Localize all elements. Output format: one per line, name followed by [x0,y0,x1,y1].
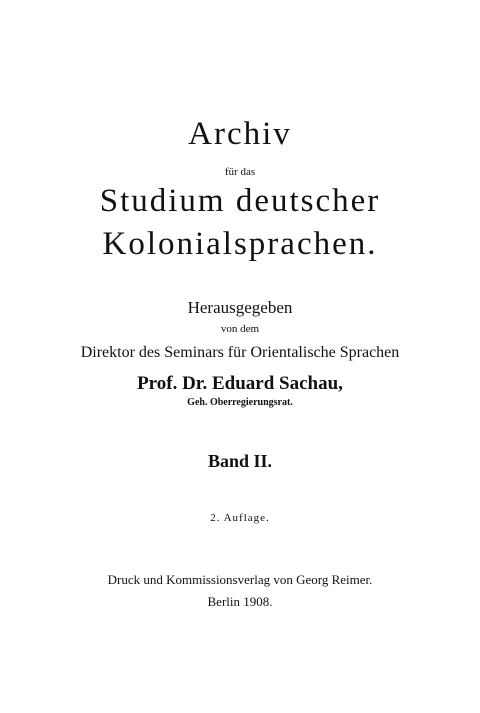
editor-rank: Geh. Oberregierungsrat. [187,397,293,408]
von-dem-label: von dem [220,323,260,335]
publisher-line: Druck und Kommissionsverlag von Georg Reimer. [107,572,373,587]
herausgegeben-label: Herausgegeben [187,298,293,317]
place-year-line: Berlin 1908. [207,594,273,609]
direktor-line: Direktor des Seminars für Orientalische Sprachen [80,344,400,361]
title-archiv: Archiv [188,116,292,152]
volume-band: Band II. [207,451,273,471]
title-kolonialsprachen: Kolonialsprachen. [102,226,378,262]
title-fuer-das: für das [224,166,256,178]
title-studium-deutscher: Studium deutscher [99,183,381,219]
editor-name: Prof. Dr. Eduard Sachau, [137,373,343,394]
edition-auflage: 2. Auflage. [210,512,270,524]
